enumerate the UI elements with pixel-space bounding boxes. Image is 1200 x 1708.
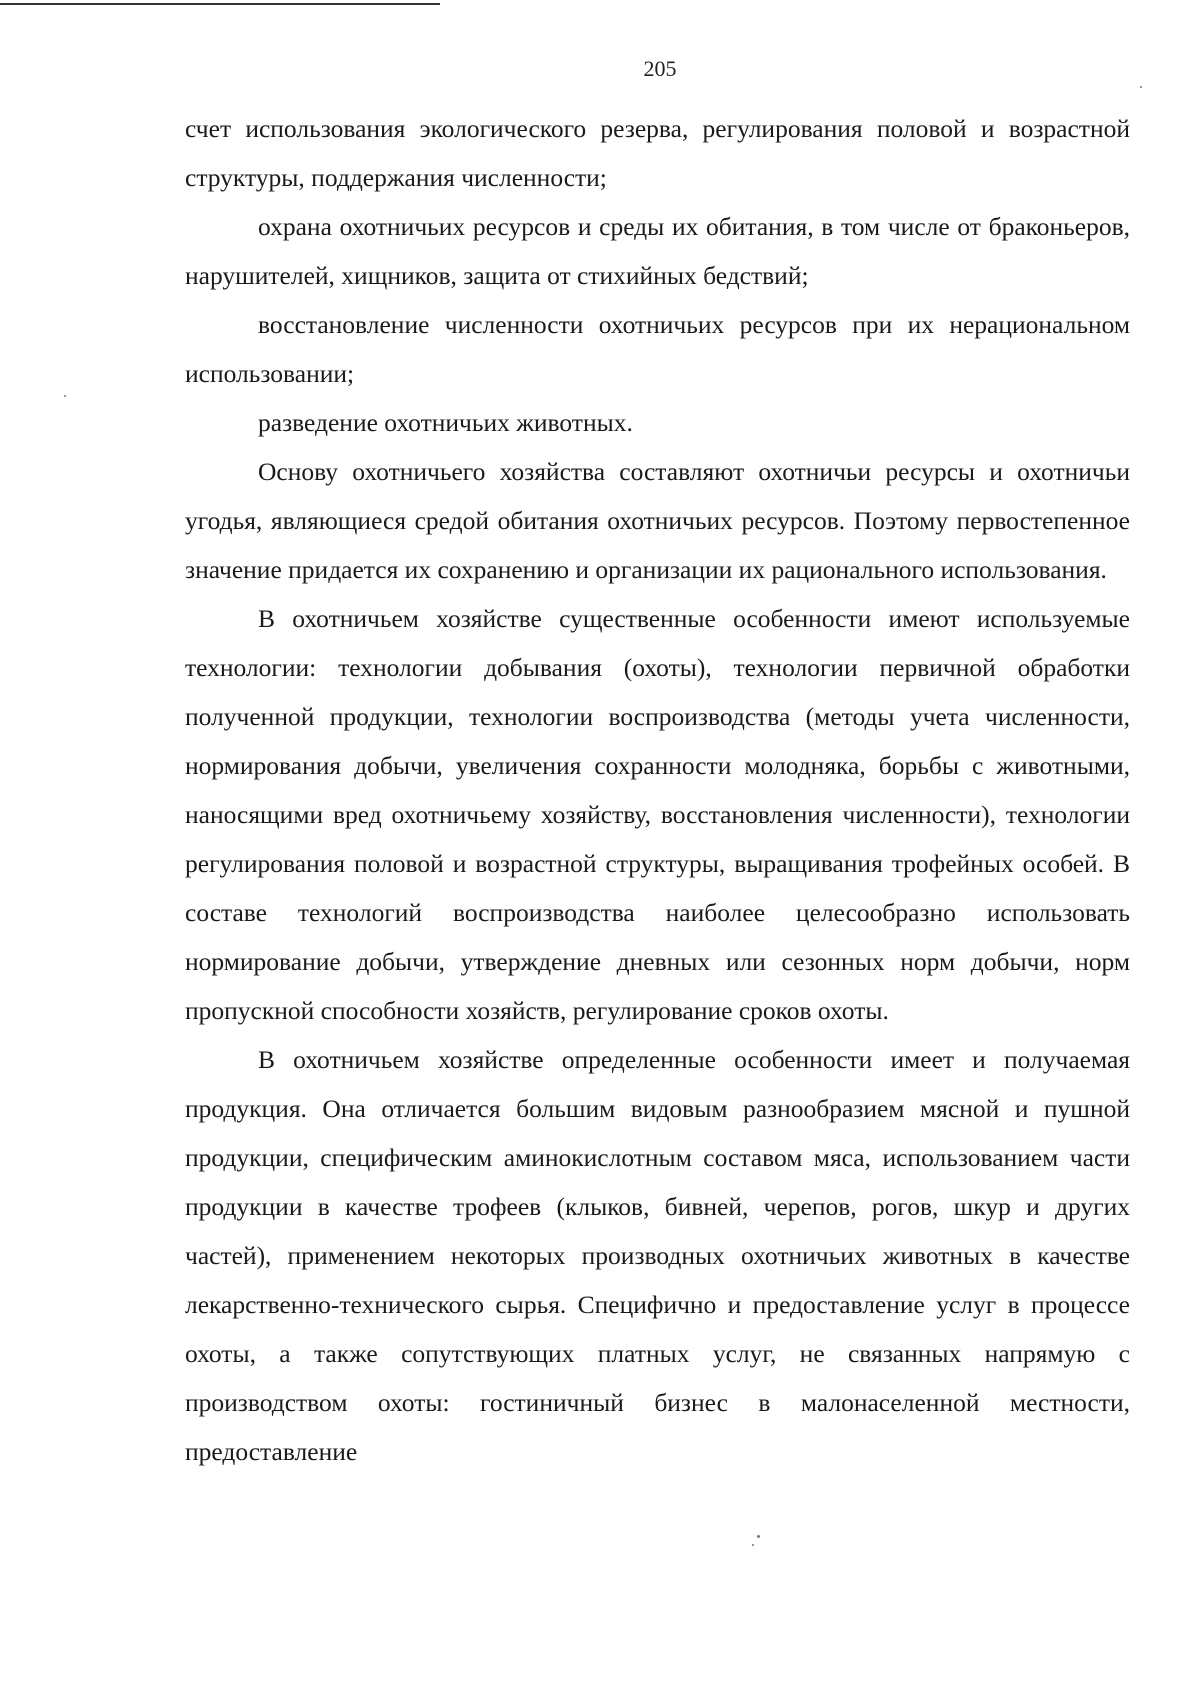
page-number: 205 bbox=[643, 56, 677, 81]
paragraph-resource-protection: охрана охотничьих ресурсов и среды их обитания, в том числе от браконьеров, нарушителей, хищников, защита от стихийных бедствий; bbox=[185, 212, 1130, 290]
paragraph-hunting-technologies: В охотничьем хозяйстве существенные особенности имеют используемые технологии: технологии добывания (охоты), технологии первичной обработки полученной продукции, технологии воспроизводства (методы учета численности, нормирования добычи, увеличения сохранности молодняка, борьбы с животными, наносящими вред охотничьему хозяйству, восстановления численности), технологии регулирования половой и возрастной структуры, выращивания трофейных особей. В составе технологий воспроизводства наиболее целесообразно использовать нормирование добычи, утверждение дневных или сезонных норм добычи, норм пропускной способности хозяйств, регулирование сроков охоты. bbox=[185, 604, 1130, 1025]
top-edge-rule bbox=[0, 3, 440, 5]
scan-speck bbox=[1140, 86, 1142, 88]
scan-speck bbox=[757, 1535, 760, 1538]
paragraph-animal-breeding: разведение охотничьих животных. bbox=[258, 408, 633, 437]
paragraph-hunting-products: В охотничьем хозяйстве определенные особенности имеет и получаемая продукция. Она отличается большим видовым разнообразием мясной и пушной продукции, специфическим аминокислотным составом мяса, использованием части продукции в качестве трофеев (клыков, бивней, черепов, рогов, шкур и других частей), применением некоторых производных охотничьих животных в качестве лекарственно-технического сырья. Специфично и предоставление услуг в процессе охоты, а также сопутствующих платных услуг, не связанных напрямую с производством охоты: гостиничный бизнес в малонаселенной местности, предоставление bbox=[185, 1045, 1130, 1466]
paragraph-hunting-foundation: Основу охотничьего хозяйства составляют охотничьи ресурсы и охотничьи угодья, являющиеся средой обитания охотничьих ресурсов. Поэтому первостепенное значение придается их сохранению и организации их рационального использования. bbox=[185, 457, 1130, 584]
scan-speck bbox=[64, 395, 66, 397]
paragraph-ecological-reserve: счет использования экологического резерва, регулирования половой и возрастной структуры, поддержания численности; bbox=[185, 114, 1130, 192]
document-body bbox=[185, 104, 1130, 1476]
paragraph-population-restoration: восстановление численности охотничьих ресурсов при их нерациональном использовании; bbox=[185, 310, 1130, 388]
scan-speck bbox=[752, 1544, 754, 1546]
